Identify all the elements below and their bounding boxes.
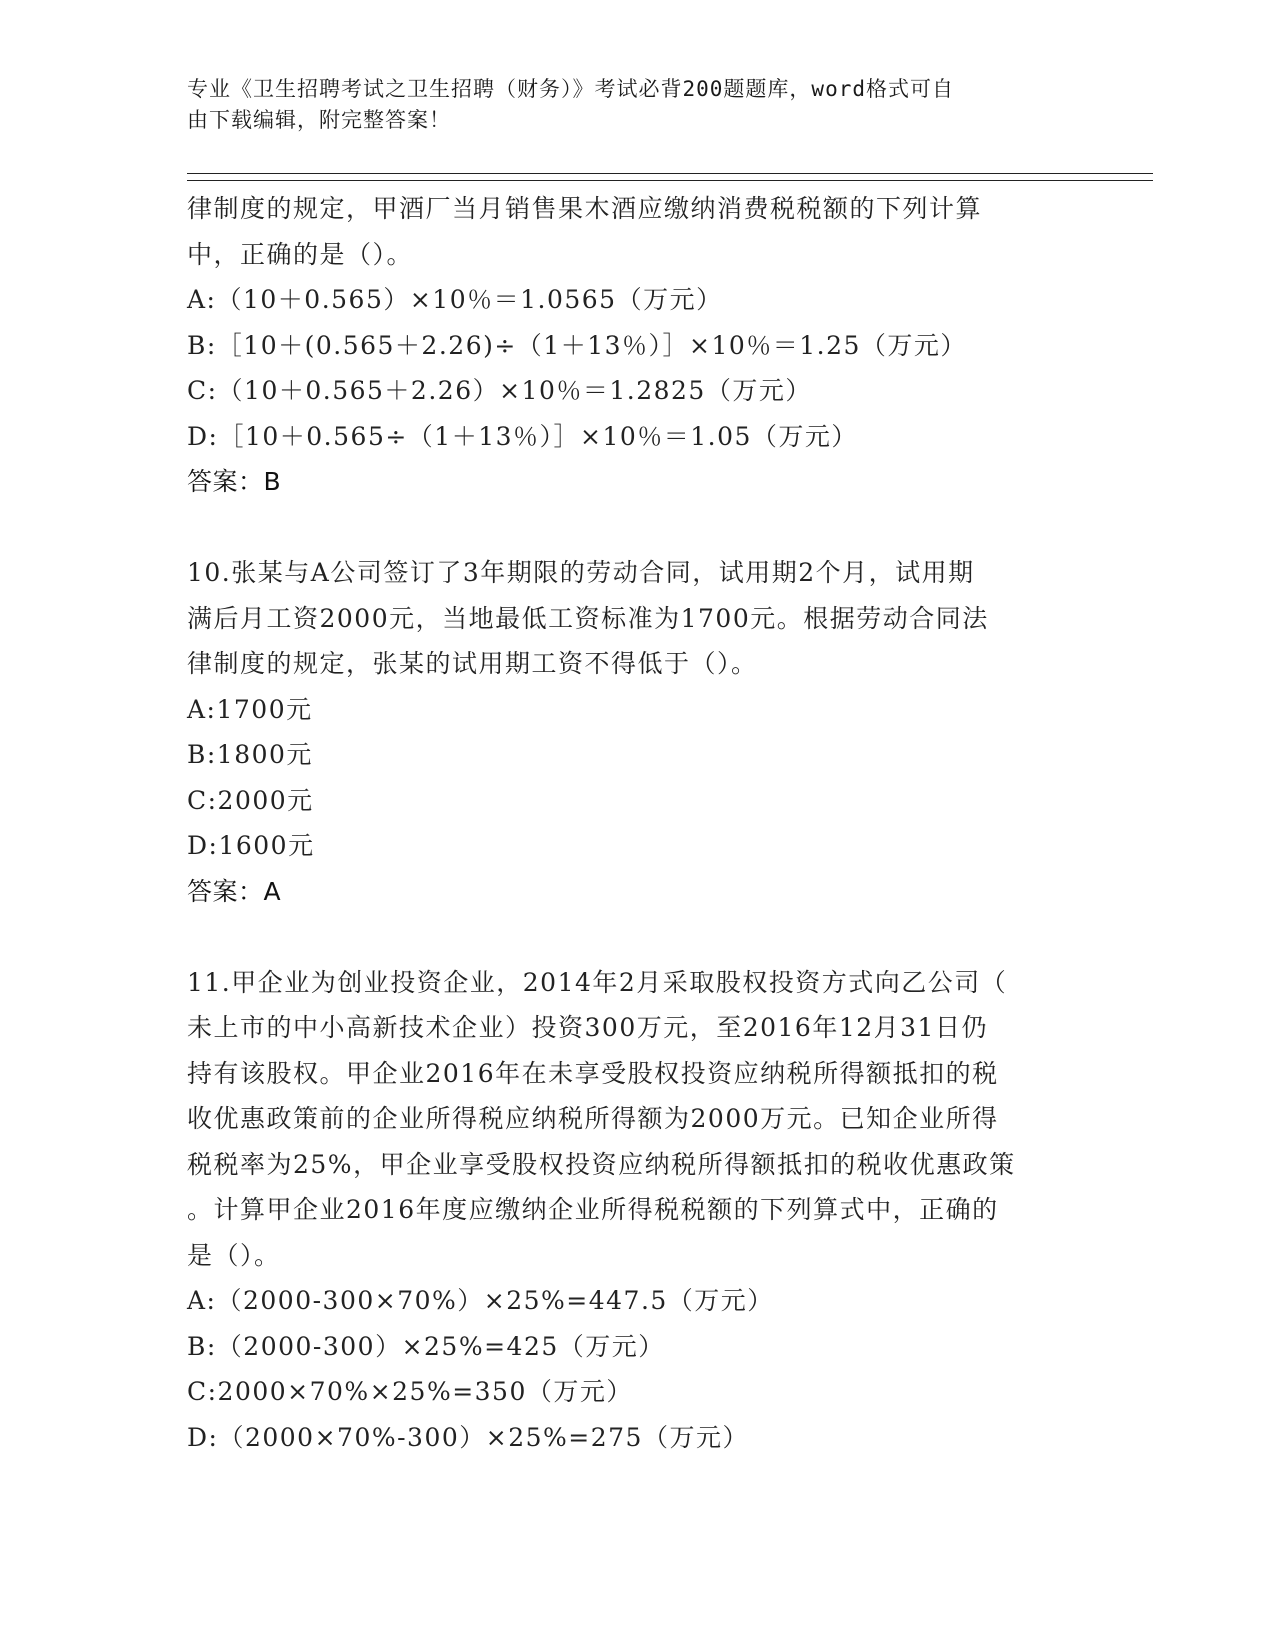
- answer-line: 答案：A: [187, 876, 282, 906]
- option-d: D:1600元: [187, 831, 315, 860]
- option-b: B:（2000-300）×25%=425（万元）: [187, 1331, 665, 1361]
- option-a: A:1700元: [187, 694, 313, 724]
- question-stem-line: 10.张某与A公司签订了3年期限的劳动合同，试用期2个月，试用期: [187, 558, 975, 587]
- option-c: C:2000元: [187, 785, 314, 815]
- option-b: B:1800元: [187, 740, 313, 769]
- question-9: [187, 186, 1067, 504]
- option-c: C:（10＋0.565＋2.26）×10％＝1.2825（万元）: [187, 376, 812, 405]
- option-d: D:（2000×70%-300）×25%=275（万元）: [187, 1422, 749, 1452]
- document-header: [187, 74, 1067, 136]
- question-stem-line: 税税率为25%，甲企业享受股权投资应纳税所得额抵扣的税收优惠政策: [187, 1149, 1016, 1179]
- option-b: B:［10＋(0.565＋2.26)÷（1＋13％）］×10％＝1.25（万元）: [187, 330, 967, 360]
- question-stem-line: 律制度的规定，甲酒厂当月销售果木酒应缴纳消费税税额的下列计算: [187, 194, 983, 223]
- question-stem-line: 是（）。: [187, 1240, 281, 1270]
- question-gap: [187, 914, 1067, 960]
- question-11: [187, 960, 1067, 1461]
- question-stem-line: 未上市的中小高新技术企业）投资300万元，至2016年12月31日仍: [187, 1013, 988, 1042]
- question-stem-line: 。计算甲企业2016年度应缴纳企业所得税税额的下列算式中，正确的: [187, 1195, 999, 1224]
- question-gap: [187, 504, 1067, 550]
- header-line-2: 由下载编辑，附完整答案！: [187, 108, 451, 132]
- question-stem-line: 满后月工资2000元，当地最低工资标准为1700元。根据劳动合同法: [187, 603, 989, 633]
- question-stem-line: 持有该股权。甲企业2016年在未享受股权投资应纳税所得额抵扣的税: [187, 1058, 999, 1088]
- question-stem-line: 11.甲企业为创业投资企业，2014年2月采取股权投资方式向乙公司（: [187, 967, 1008, 997]
- option-d: D:［10＋0.565÷（1＋13％）］×10％＝1.05（万元）: [187, 421, 858, 451]
- question-10: [187, 550, 1067, 914]
- header-divider-top: [187, 173, 1153, 174]
- question-stem-line: 律制度的规定，张某的试用期工资不得低于（）。: [187, 649, 758, 678]
- answer-line: 答案：B: [187, 467, 282, 496]
- question-stem-line: 收优惠政策前的企业所得税应纳税所得额为2000万元。已知企业所得: [187, 1104, 999, 1133]
- option-a: A:（2000-300×70%）×25%=447.5（万元）: [187, 1286, 774, 1315]
- header-divider-bottom: [187, 180, 1153, 181]
- question-list: [187, 186, 1067, 1460]
- question-stem-line: 中，正确的是（）。: [187, 239, 414, 269]
- option-a: A:（10＋0.565）×10％＝1.0565（万元）: [187, 285, 723, 314]
- option-c: C:2000×70%×25%=350（万元）: [187, 1377, 633, 1406]
- header-line-1: 专业《卫生招聘考试之卫生招聘（财务）》考试必背200题题库，word格式可自: [187, 77, 954, 101]
